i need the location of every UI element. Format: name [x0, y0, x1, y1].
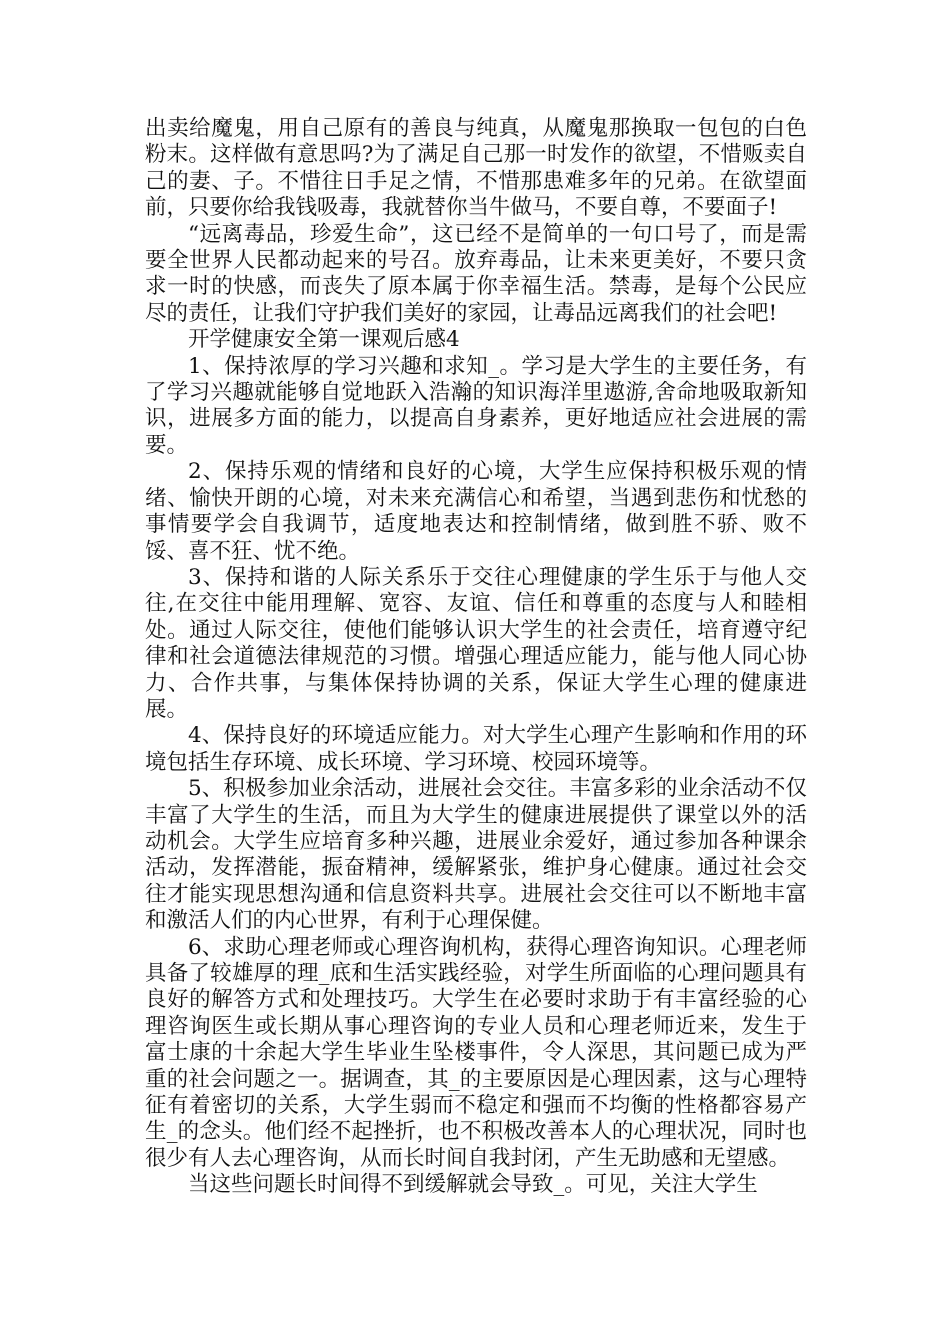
paragraph-item-6: 6、求助心理老师或心理咨询机构，获得心理咨询知识。心理老师具备了较雄厚的理_底和生活实践经验，对学生所面临的心理问题具有良好的解答方式和处理技巧。大学生在必要时求助于有丰富经验的心理咨询医生或长期从事心理咨询的专业人员和心理老师近来，发生于富士康的十余起大学生毕业生坠楼事件，令人深思，其问题已成为严重的社会问题之一。据调查，其_的主要原因是心理因素，这与心理特征有着密切的关系，大学生弱而不稳定和强而不均衡的性格都容易产生_的念头。他们经不起挫折，也不积极改善本人的心理状况，同时也很少有人去心理咨询，从而长时间自我封闭，产生无助感和无望感。: [145, 934, 807, 1171]
document-body: [145, 116, 807, 1199]
paragraph-closing: 当这些问题长时间得不到缓解就会导致_。可见，关注大学生: [188, 1172, 758, 1198]
paragraph-item-1: 1、保持浓厚的学习兴趣和求知_。学习是大学生的主要任务，有了学习兴趣就能够自觉地跃入浩瀚的知识海洋里遨游,舍命地吸取新知识，进展多方面的能力，以提高自身素养，更好地适应社会进展的需要。: [145, 353, 807, 458]
section-heading: 开学健康安全第一课观后感4: [188, 327, 460, 353]
paragraph-item-4: 4、保持良好的环境适应能力。对大学生心理产生影响和作用的环境包括生存环境、成长环境、学习环境、校园环境等。: [145, 723, 807, 775]
paragraph-item-3: 3、保持和谐的人际关系乐于交往心理健康的学生乐于与他人交往,在交往中能用理解、宽容、友谊、信任和尊重的态度与人和睦相处。通过人际交往，使他们能够认识大学生的社会责任，培育遵守纪律和社会道德法律规范的习惯。增强心理适应能力，能与他人同心协力、合作共事，与集体保持协调的关系，保证大学生心理的健康进展。: [145, 564, 807, 722]
paragraph-anti-drug: “远离毒品，珍爱生命”，这已经不是简单的一句口号了，而是需要全世界人民都动起来的号召。放弃毒品，让未来更美好，不要只贪求一时的快感，而丧失了原本属于你幸福生活。禁毒，是每个公民应尽的责任，让我们守护我们美好的家园，让毒品远离我们的社会吧!: [145, 221, 807, 326]
paragraph-item-2: 2、保持乐观的情绪和良好的心境，大学生应保持积极乐观的情绪、愉快开朗的心境，对未来充满信心和希望，当遇到悲伤和忧愁的事情要学会自我调节，适度地表达和控制情绪，做到胜不骄、败不馁、喜不狂、忧不绝。: [145, 459, 807, 564]
paragraph-item-5: 5、积极参加业余活动，进展社会交往。丰富多彩的业余活动不仅丰富了大学生的生活，而且为大学生的健康进展提供了课堂以外的活动机会。大学生应培育多种兴趣，进展业余爱好，通过参加各种课余活动，发挥潜能，振奋精神，缓解紧张，维护身心健康。通过社会交往才能实现思想沟通和信息资料共享。进展社会交往可以不断地丰富和激活人们的内心世界，有利于心理保健。: [145, 776, 807, 934]
paragraph-continuation: 出卖给魔鬼，用自己原有的善良与纯真，从魔鬼那换取一包包的白色粉末。这样做有意思吗?为了满足自己那一时发作的欲望，不惜贩卖自己的妻、子。不惜往日手足之情，不惜那患难多年的兄弟。在欲望面前，只要你给我钱吸毒，我就替你当牛做马，不要自尊，不要面子!: [145, 116, 807, 221]
